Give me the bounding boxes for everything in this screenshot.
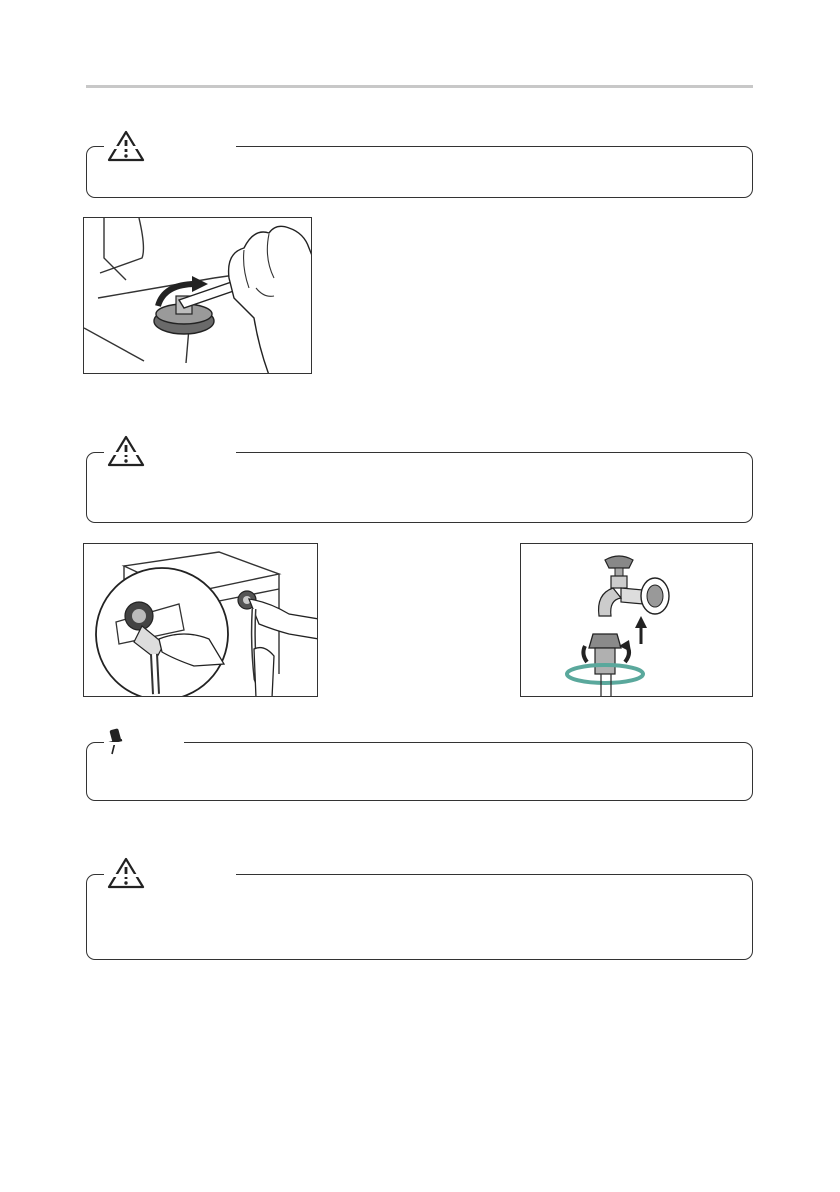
note-title-line bbox=[104, 742, 184, 745]
pushpin-icon bbox=[104, 726, 128, 756]
warning-triangle-icon bbox=[104, 856, 148, 890]
note-box bbox=[86, 742, 753, 801]
figure-leveling-foot-wrench bbox=[83, 217, 312, 374]
caution-title-line-2 bbox=[104, 452, 236, 455]
figure-hose-connection-back bbox=[83, 543, 318, 697]
caution-box-1 bbox=[86, 146, 753, 198]
caution-title-line-3 bbox=[104, 874, 236, 877]
caution-box-2 bbox=[86, 452, 753, 523]
figure-tap-hose-coupling bbox=[520, 543, 753, 697]
caution-box-3 bbox=[86, 874, 753, 960]
caution-title-line-1 bbox=[104, 146, 236, 149]
warning-triangle-icon bbox=[104, 434, 148, 468]
header-rule bbox=[86, 85, 753, 88]
